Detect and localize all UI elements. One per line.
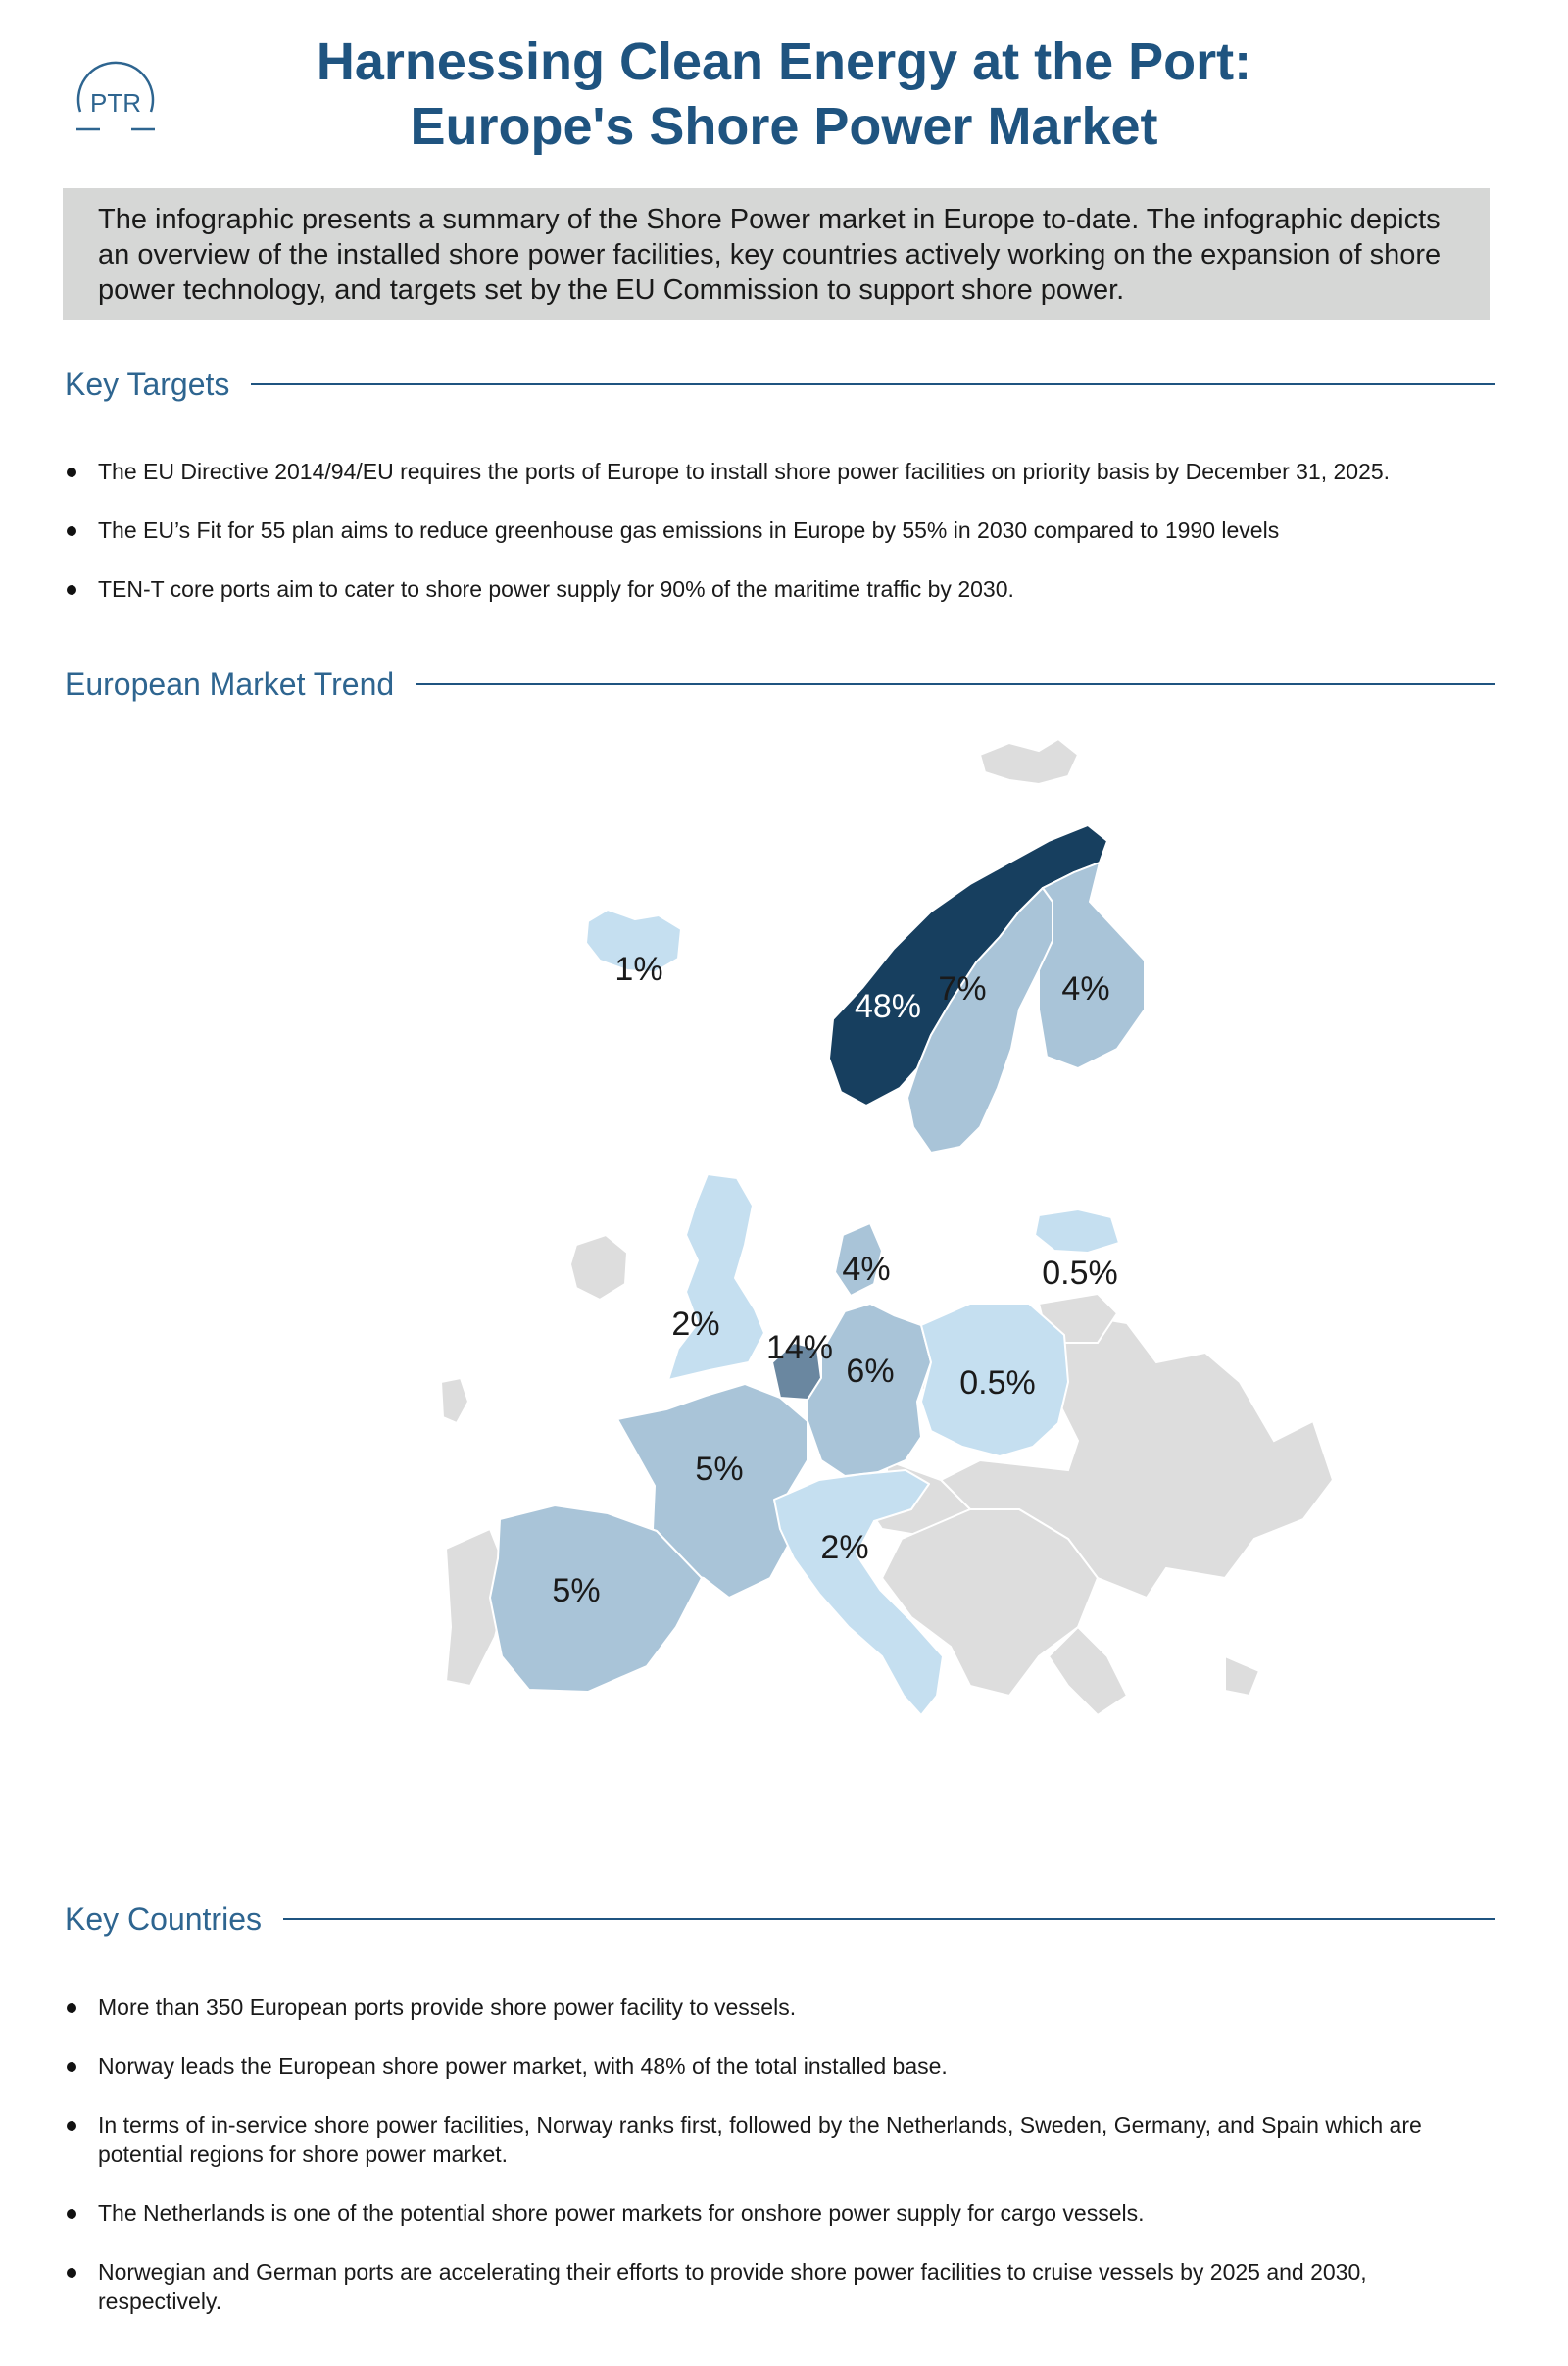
section-divider [251,383,1495,385]
europe-map [0,715,1568,1843]
non-data-country [1225,1656,1259,1696]
page-title [196,29,1372,159]
label-italy: 2% [820,1529,869,1566]
label-poland: 0.5% [959,1364,1036,1402]
region-finland [1039,863,1145,1068]
list-item: The Netherlands is one of the potential shore power markets for onshore power supply for cargo vessels. [65,2198,1495,2228]
intro-text: The infographic presents a summary of the Shore Power market in Europe to-date. The infographic depicts an overview of the installed shore power facilities, key countries actively working on the expansion of shore power technology, and targets set by the EU Commission to support shore power. [98,204,1442,306]
title-line-2: Europe's Shore Power Market [410,97,1158,156]
key-countries-heading: Key Countries [65,1900,262,1937]
section-divider [283,1918,1495,1920]
label-norway: 48% [854,988,922,1025]
list-item: The EU Directive 2014/94/EU requires the ports of Europe to install shore power facilities on priority basis by December 31, 2025. [65,457,1495,486]
key-countries-list [65,1993,1495,2316]
label-spain: 5% [552,1572,601,1609]
region-united-kingdom [668,1174,764,1380]
key-targets-header [65,365,1495,404]
label-france: 5% [695,1451,744,1488]
europe-map-container [0,715,1568,1843]
ptr-logo [71,57,161,137]
label-united-kingdom: 2% [671,1306,720,1343]
list-item: In terms of in-service shore power facilities, Norway ranks first, followed by the Netherlands, Sweden, Germany, and Spain which are potential regions for shore power market. [65,2110,1495,2169]
label-sweden: 7% [938,970,987,1008]
non-data-country [570,1235,627,1300]
title-line-1: Harnessing Clean Energy at the Port: [316,32,1252,91]
logo-text: PTR [90,88,141,118]
key-targets-heading: Key Targets [65,366,230,402]
region-estonia [1035,1209,1119,1253]
label-denmark: 4% [842,1251,891,1288]
list-item: Norwegian and German ports are accelerating their efforts to provide shore power facilities to cruise vessels by 2025 and 2030, respectively. [65,2257,1495,2316]
section-divider [416,683,1495,685]
key-countries-header [65,1899,1495,1939]
key-targets-list [65,457,1495,604]
label-estonia: 0.5% [1042,1255,1118,1292]
label-germany: 6% [846,1353,895,1390]
non-data-country [980,739,1078,784]
list-item: TEN-T core ports aim to cater to shore power supply for 90% of the maritime traffic by 2030. [65,574,1495,604]
label-netherlands: 14% [765,1329,834,1366]
non-data-country [441,1378,468,1423]
label-finland: 4% [1061,970,1110,1008]
intro-box [63,188,1490,320]
list-item: More than 350 European ports provide shore power facility to vessels. [65,1993,1495,2022]
label-iceland: 1% [614,951,663,988]
market-trend-heading: European Market Trend [65,665,395,702]
list-item: Norway leads the European shore power market, with 48% of the total installed base. [65,2051,1495,2081]
market-trend-header [65,665,1495,704]
list-item: The EU’s Fit for 55 plan aims to reduce greenhouse gas emissions in Europe by 55% in 2030 compared to 1990 levels [65,516,1495,545]
